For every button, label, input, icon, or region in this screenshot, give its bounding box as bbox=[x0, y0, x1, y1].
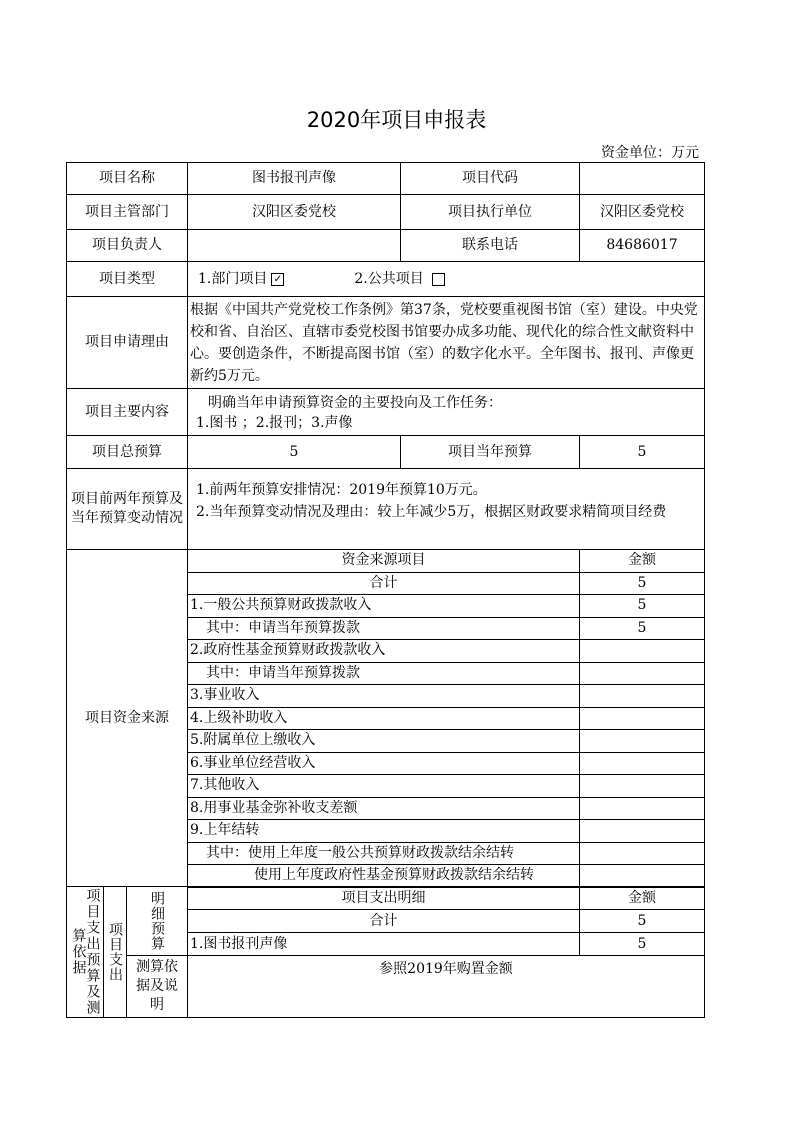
exec-unit-label: 项目执行单位 bbox=[400, 194, 580, 230]
funding-item-amount bbox=[579, 639, 705, 663]
expense-item-amount: 5 bbox=[579, 909, 705, 933]
year-budget-value: 5 bbox=[579, 435, 705, 469]
funding-item-name: 7.其他收入 bbox=[187, 774, 580, 798]
expense-item-name: 1.图书报刊声像 bbox=[187, 932, 580, 956]
expense-basis-text: 参照2019年购置金额 bbox=[187, 955, 705, 1018]
phone-value: 84686017 bbox=[579, 229, 705, 262]
funding-item-amount: 5 bbox=[579, 572, 705, 596]
phone-label: 联系电话 bbox=[400, 229, 580, 262]
funding-item-name: 2.政府性基金预算财政拨款收入 bbox=[187, 639, 580, 663]
funding-item-name: 8.用事业基金弥补收支差额 bbox=[187, 797, 580, 821]
type-option-public: 2.公共项目 bbox=[354, 270, 424, 287]
funding-item-amount bbox=[579, 662, 705, 686]
type-label: 项目类型 bbox=[66, 261, 188, 297]
content-line-1: 明确当年申请预算资金的主要投向及工作任务： bbox=[208, 395, 502, 411]
change-line-2: 2.当年预算变动情况及理由：较上年减少5万，根据区财政要求精简项目经费 bbox=[196, 504, 667, 520]
type-option-dept: 1.部门项目 bbox=[198, 270, 268, 287]
year-budget-label: 项目当年预算 bbox=[400, 435, 580, 469]
content-label: 项目主要内容 bbox=[66, 388, 188, 436]
change-label: 项目前两年预算及当年预算变动情况 bbox=[66, 468, 188, 550]
expense-item-label: 项目支出 bbox=[103, 886, 127, 1018]
funding-item-amount bbox=[579, 819, 705, 843]
change-text bbox=[187, 468, 705, 550]
expense-header-amount: 金额 bbox=[579, 886, 705, 910]
funding-item-name: 6.事业单位经营收入 bbox=[187, 752, 580, 776]
expense-outer-label bbox=[66, 886, 104, 1018]
reason-label: 项目申请理由 bbox=[66, 296, 188, 389]
funding-item-name: 其中：使用上年度一般公共预算财政拨款结余结转 bbox=[187, 842, 580, 866]
total-budget-value: 5 bbox=[187, 435, 401, 469]
funding-item-name: 其中：申请当年预算拨款 bbox=[187, 662, 580, 686]
funding-item-amount bbox=[579, 774, 705, 798]
expense-item-name: 合计 bbox=[187, 909, 580, 933]
leader-value bbox=[187, 229, 401, 262]
funding-header-item: 资金来源项目 bbox=[187, 549, 580, 573]
page-title: 2020年项目申报表 bbox=[306, 108, 487, 132]
expense-basis-label: 测算依据及说明 bbox=[126, 955, 188, 1018]
checkmark-icon: ✓ bbox=[273, 273, 283, 285]
funding-item-amount bbox=[579, 729, 705, 753]
funding-item-name: 合计 bbox=[187, 572, 580, 596]
funding-item-amount bbox=[579, 842, 705, 866]
funding-item-name: 使用上年度政府性基金预算财政拨款结余结转 bbox=[187, 864, 580, 888]
project-name-label: 项目名称 bbox=[66, 162, 188, 195]
content-line-2: 1.图书 ；2.报刊；3.声像 bbox=[196, 415, 353, 431]
total-budget-label: 项目总预算 bbox=[66, 435, 188, 469]
content-text bbox=[187, 388, 705, 436]
currency-unit: 资金单位：万元 bbox=[601, 145, 699, 161]
checkbox-public[interactable] bbox=[432, 273, 445, 286]
funding-item-name: 1.一般公共预算财政拨款收入 bbox=[187, 594, 580, 618]
leader-label: 项目负责人 bbox=[66, 229, 188, 262]
expense-outer-text: 项目支出预算及测算依据 bbox=[70, 888, 101, 1016]
reason-text: 根据《中国共产党党校工作条例》第37条，党校要重视图书馆（室）建设。中央党校和省、自治区、直辖市委党校图书馆要办成多功能、现代化的综合性文献资料中心。要创造条件，不断提高图书馆（室）的数字化水平。全年图书、报刊、声像更新约5万元。 bbox=[187, 296, 705, 389]
type-options bbox=[187, 261, 705, 297]
funding-item-amount bbox=[579, 752, 705, 776]
funding-item-name: 其中：申请当年预算拨款 bbox=[187, 617, 580, 641]
dept-value: 汉阳区委党校 bbox=[187, 194, 401, 230]
funding-item-name: 3.事业收入 bbox=[187, 684, 580, 708]
funding-item-name: 5.附属单位上缴收入 bbox=[187, 729, 580, 753]
funding-item-amount bbox=[579, 864, 705, 888]
funding-item-name: 4.上级补助收入 bbox=[187, 707, 580, 731]
funding-item-amount bbox=[579, 797, 705, 821]
exec-unit-value: 汉阳区委党校 bbox=[579, 194, 705, 230]
funding-item-amount: 5 bbox=[579, 617, 705, 641]
change-line-1: 1.前两年预算安排情况：2019年预算10万元。 bbox=[196, 482, 487, 498]
checkbox-dept[interactable] bbox=[271, 273, 284, 286]
funding-item-name: 9.上年结转 bbox=[187, 819, 580, 843]
expense-header-item: 项目支出明细 bbox=[187, 886, 580, 910]
project-code-value bbox=[579, 162, 705, 195]
funding-item-amount: 5 bbox=[579, 594, 705, 618]
funding-item-amount bbox=[579, 684, 705, 708]
expense-item-amount: 5 bbox=[579, 932, 705, 956]
dept-label: 项目主管部门 bbox=[66, 194, 188, 230]
funding-item-amount bbox=[579, 707, 705, 731]
project-code-label: 项目代码 bbox=[400, 162, 580, 195]
funding-header-amount: 金额 bbox=[579, 549, 705, 573]
expense-detail-label: 明细预算 bbox=[126, 886, 188, 956]
funding-label: 项目资金来源 bbox=[66, 549, 188, 887]
project-name-value: 图书报刊声像 bbox=[187, 162, 401, 195]
